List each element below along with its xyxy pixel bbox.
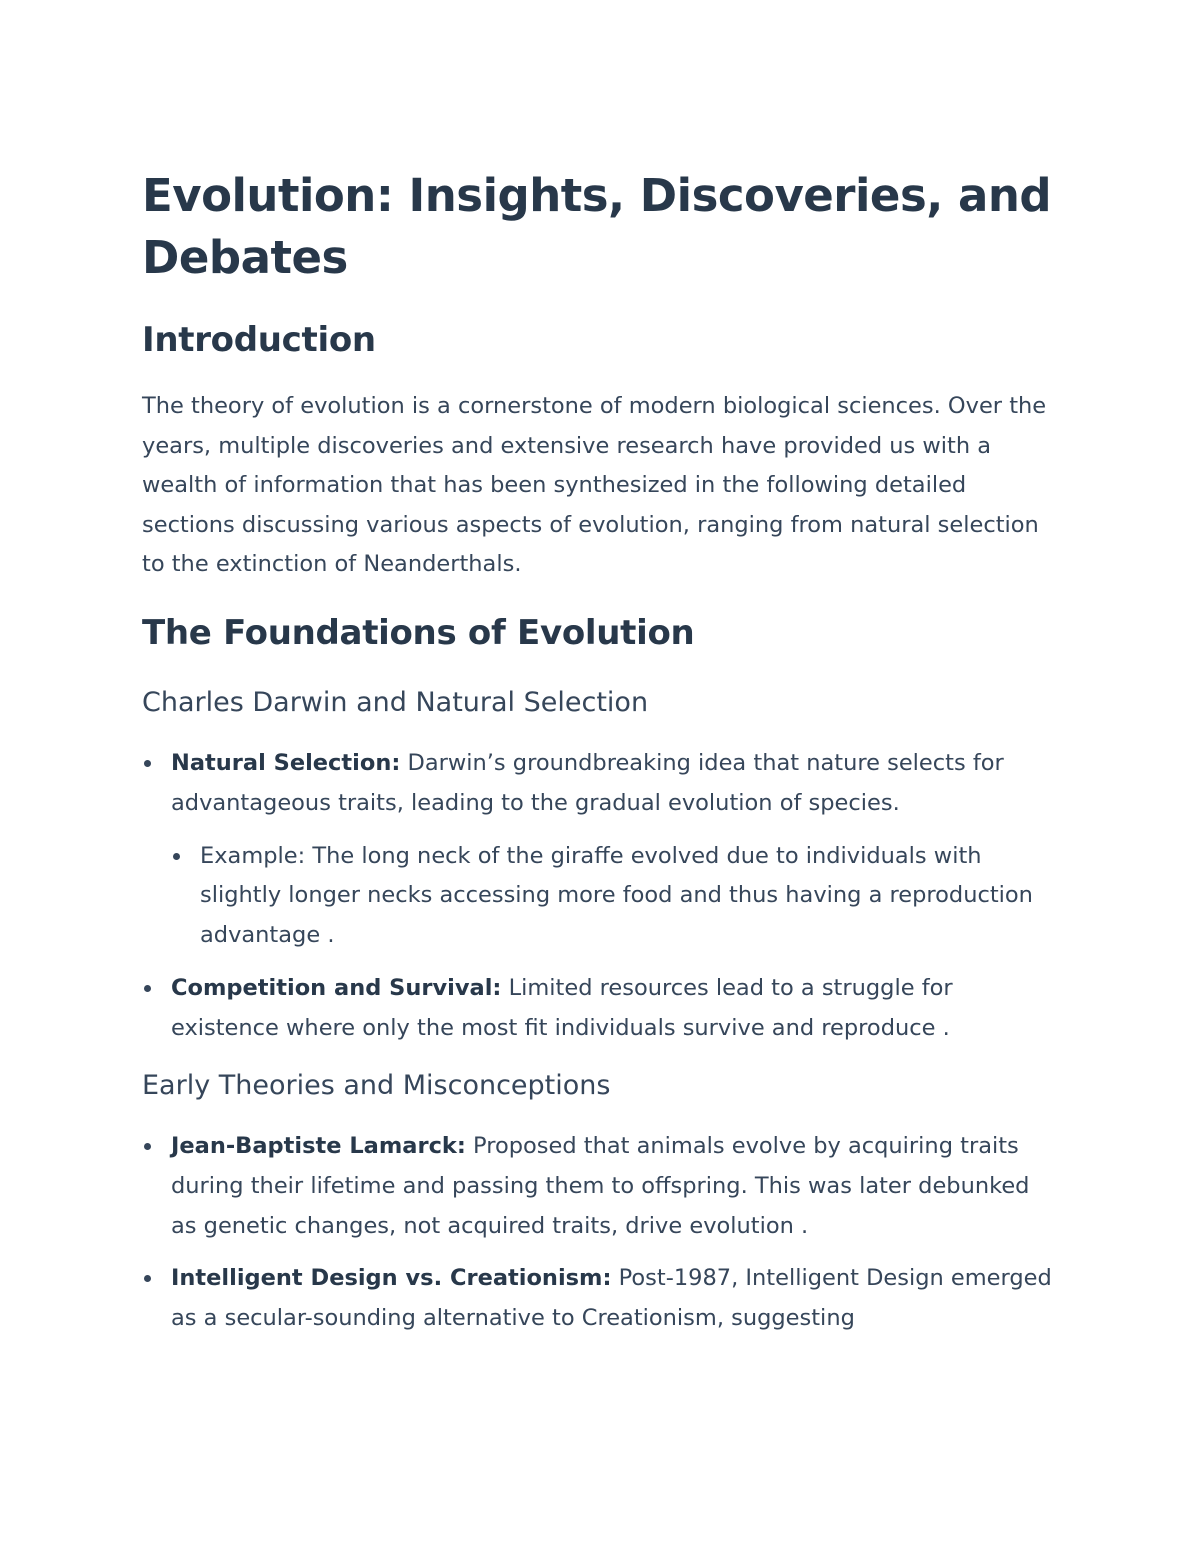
list-item-giraffe-example	[171, 837, 1062, 956]
bullet-icon	[144, 985, 151, 992]
list-item-lead: Intelligent Design vs. Creationism:	[171, 1265, 612, 1292]
list-item-lead: Jean-Baptiste Lamarck:	[171, 1133, 466, 1159]
introduction-paragraph: The theory of evolution is a cornerstone of modern biological sciences. Over the years, multiple discoveries and extensive research have provided us with a wealth of information that has been synthesized in the following detailed sections discussing various aspects of evolution, ranging from natural selection to the extinction of Neanderthals.	[142, 393, 1047, 578]
list-item-lead: Competition and Survival:	[171, 974, 502, 1001]
darwin-heading: Charles Darwin and Natural Selection	[142, 687, 649, 718]
introduction-heading: Introduction	[142, 320, 376, 360]
document-title: Evolution: Insights, Discoveries, and Debates	[142, 169, 1052, 284]
list-item-natural-selection	[142, 744, 1062, 824]
early-theories-heading: Early Theories and Misconceptions	[142, 1070, 611, 1101]
list-item-text: Darwin’s groundbreaking idea that nature selects for advantageous traits, leading to the gradual evolution of species.	[171, 750, 1004, 816]
list-item-intelligent-design	[142, 1259, 1062, 1339]
early-theories-list	[142, 1127, 1062, 1339]
list-item-text: Limited resources lead to a struggle for existence where only the most fit individuals survive and reproduce .	[171, 974, 953, 1041]
foundations-heading: The Foundations of Evolution	[142, 613, 695, 653]
bullet-icon	[144, 1275, 151, 1282]
list-item-competition	[142, 969, 1062, 1049]
list-item-lamarck	[142, 1127, 1062, 1246]
darwin-list	[142, 744, 1062, 1049]
list-item-text: Post-1987, Intelligent Design emerged as a secular-sounding alternative to Creationism, suggesting	[171, 1265, 1052, 1332]
list-item-text: Example: The long neck of the giraffe evolved due to individuals with slightly longer necks accessing more food and thus having a reproduction advantage .	[200, 842, 1033, 949]
list-item-lead: Natural Selection:	[171, 750, 401, 776]
bullet-icon	[173, 853, 180, 860]
bullet-icon	[144, 760, 151, 767]
bullet-icon	[144, 1143, 151, 1150]
list-item-text: Proposed that animals evolve by acquiring traits during their lifetime and passing them to offspring. This was later debunked as genetic changes, not acquired traits, drive evolution .	[171, 1133, 1030, 1239]
